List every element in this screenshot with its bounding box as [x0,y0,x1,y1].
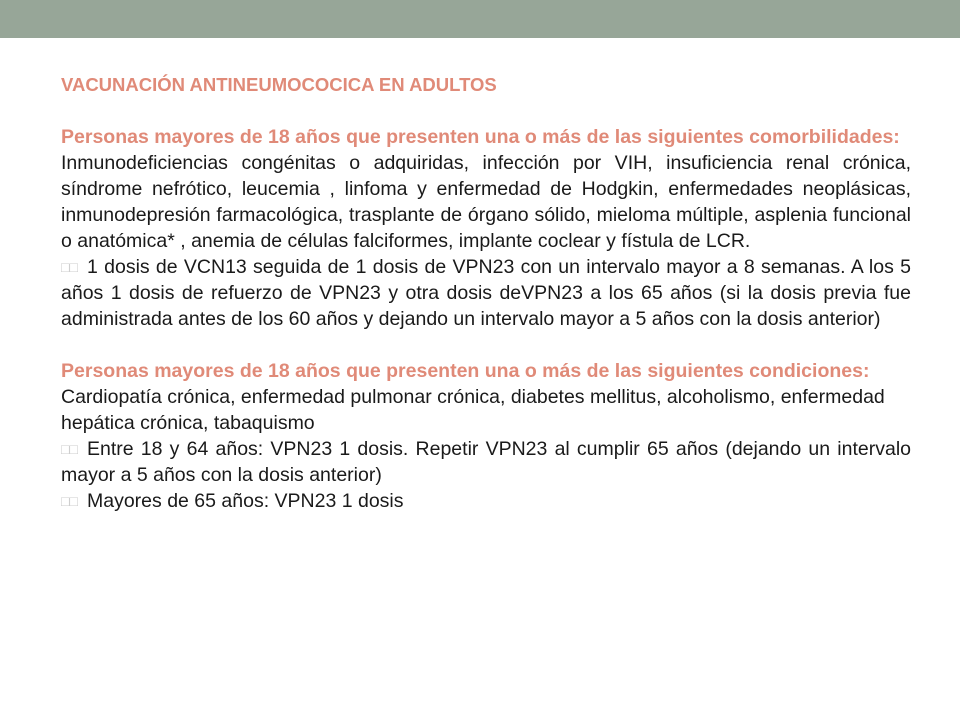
section2-body: Cardiopatía crónica, enfermedad pulmonar crónica, diabetes mellitus, alcoholismo, enfermedad hepática crónica, tabaquismo [61,386,885,434]
slide-title: VACUNACIÓN ANTINEUMOCOCICA EN ADULTOS [61,74,497,95]
section1-bullet [61,254,911,332]
slide-content [61,72,911,514]
section1-heading: Personas mayores de 18 años que presenten una o más de las siguientes comorbilidades: [61,126,900,148]
spacer [61,98,911,124]
section1-bullet-text: 1 dosis de VCN13 seguida de 1 dosis de VPN23 con un intervalo mayor a 8 semanas. A los 5 años 1 dosis de refuerzo de VPN23 y otra dosis deVPN23 a los 65 años (si la dosis previa fue administrada antes de los 60 años y dejando un intervalo mayor a 5 años con la dosis anterior) [61,256,911,330]
section2-bullet-text-1: Entre 18 y 64 años: VPN23 1 dosis. Repetir VPN23 al cumplir 65 años (dejando un intervalo mayor a 5 años con la dosis anterior) [61,438,911,486]
spacer [61,332,911,358]
section1-body: Inmunodeficiencias congénitas o adquiridas, infección por VIH, insuficiencia renal crónica, síndrome nefrótico, leucemia , linfoma y enfermedad de Hodgkin, enfermedades neoplásicas, inmunodepresión farmacológica, trasplante de órgano sólido, mieloma múltiple, asplenia funcional o anatómica* , anemia de células falciformes, implante coclear y fístula de LCR. [61,152,911,252]
section2-heading: Personas mayores de 18 años que presenten una o más de las siguientes condiciones: [61,360,870,382]
section2-bullet-2 [61,488,911,514]
bullet-icon: □□ [61,259,78,275]
section2-bullet-1 [61,436,911,488]
slide-header-bar [0,0,960,38]
bullet-icon: □□ [61,493,78,509]
bullet-icon: □□ [61,441,78,457]
section2-bullet-text-2: Mayores de 65 años: VPN23 1 dosis [87,490,404,512]
